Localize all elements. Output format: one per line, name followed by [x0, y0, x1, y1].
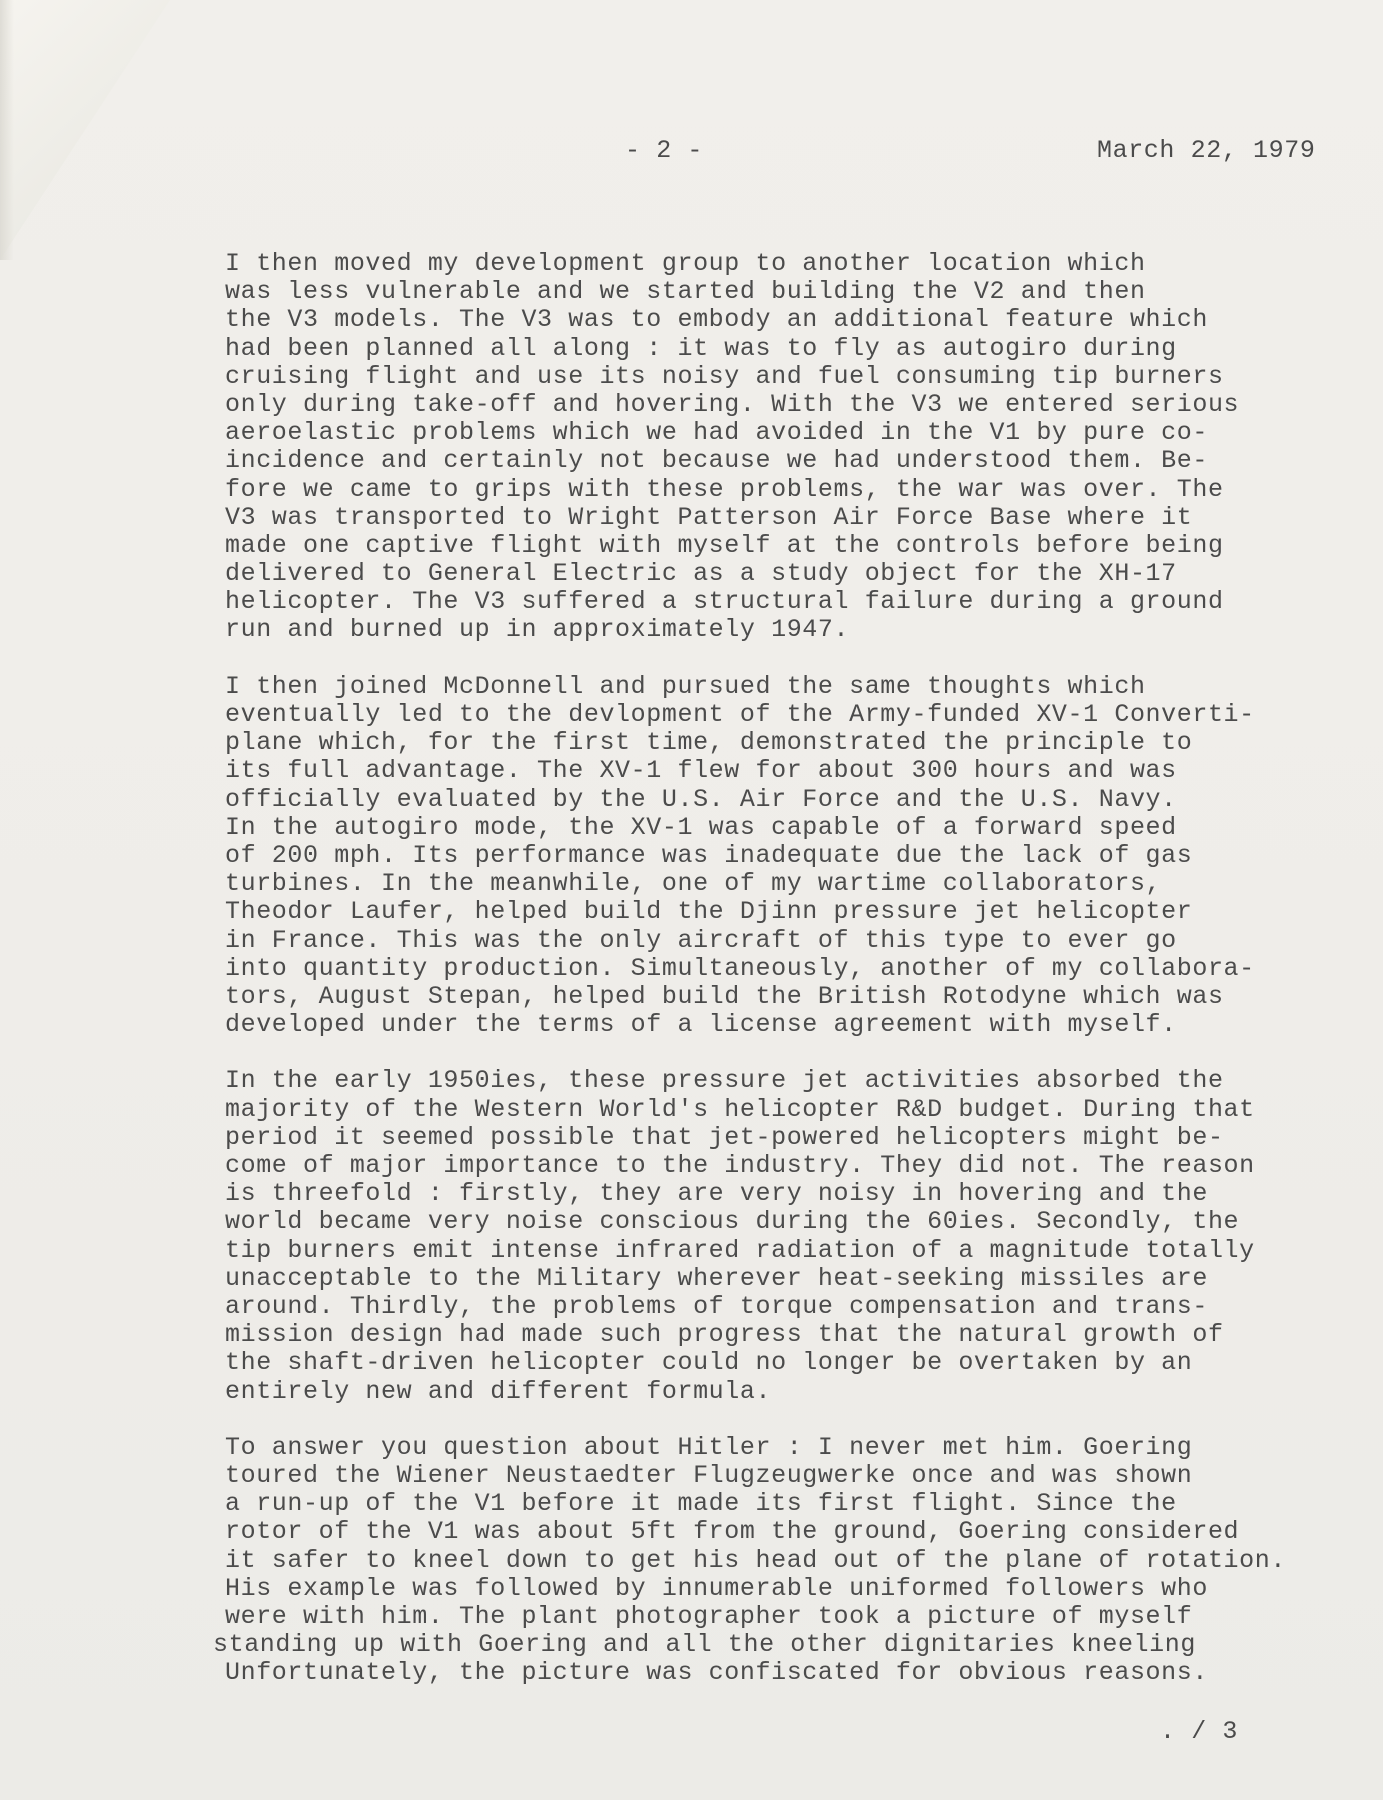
text-line: developed under the terms of a license agreement with myself.: [225, 1010, 1177, 1040]
text-line: run and burned up in approximately 1947.: [225, 615, 850, 645]
page-number: - 2 -: [625, 136, 704, 165]
text-line: in France. This was the only aircraft of this type to ever go: [225, 925, 1177, 955]
text-line: fore we came to grips with these problems, the war was over. The: [225, 474, 1224, 504]
text-line: toured the Wiener Neustaedter Flugzeugwerke once and was shown: [225, 1461, 1193, 1491]
text-line: were with him. The plant photographer took a picture of myself: [225, 1602, 1193, 1631]
text-line: tip burners emit intense infrared radiation of a magnitude totally: [225, 1235, 1255, 1265]
text-line: tors, August Stepan, helped build the British Rotodyne which was: [225, 981, 1224, 1011]
text-line: mission design had made such progress that the natural growth of: [225, 1320, 1224, 1350]
text-line: only during take-off and hovering. With the V3 we entered serious: [225, 389, 1240, 419]
text-line: In the autogiro mode, the XV-1 was capable of a forward speed: [225, 812, 1177, 842]
text-line: Theodor Laufer, helped build the Djinn pressure jet helicopter: [225, 897, 1193, 927]
text-line: majority of the Western World's helicopter R&D budget. During that: [225, 1094, 1255, 1124]
text-line: period it seemed possible that jet-powered helicopters might be-: [225, 1122, 1224, 1152]
text-line: plane which, for the first time, demonstrated the principle to: [225, 728, 1193, 758]
text-line: of 200 mph. Its performance was inadequate due the lack of gas: [225, 840, 1193, 870]
text-line: eventually led to the devlopment of the Army-funded XV-1 Converti-: [225, 700, 1255, 729]
text-line: turbines. In the meanwhile, one of my wartime collaborators,: [225, 869, 1162, 899]
text-line: the shaft-driven helicopter could no longer be overtaken by an: [225, 1348, 1193, 1378]
continuation-marker: . / 3: [1160, 1717, 1239, 1746]
text-line: officially evaluated by the U.S. Air Force and the U.S. Navy.: [225, 784, 1177, 814]
text-line: was less vulnerable and we started building the V2 and then: [225, 277, 1146, 307]
text-line: Unfortunately, the picture was confiscated for obvious reasons.: [225, 1658, 1208, 1688]
paragraph-3: [225, 1067, 1345, 1405]
text-line: His example was followed by innumerable uniformed followers who: [225, 1573, 1208, 1603]
letter-date: March 22, 1979: [1097, 136, 1316, 165]
text-line: it safer to kneel down to get his head out of the plane of rotation.: [225, 1545, 1286, 1575]
text-line: made one captive flight with myself at the controls before being: [225, 530, 1224, 560]
text-line: standing up with Goering and all the other dignitaries kneeling: [213, 1630, 1196, 1660]
text-line: a run-up of the V1 before it made its first flight. Since the: [225, 1489, 1177, 1519]
letter-body: [213, 249, 1345, 1688]
page-corner-fold: [0, 0, 170, 260]
text-line: the V3 models. The V3 was to embody an additional feature which: [225, 305, 1208, 335]
text-line: into quantity production. Simultaneously, another of my collabora-: [225, 953, 1255, 983]
text-line: To answer you question about Hitler : I never met him. Goering: [225, 1432, 1193, 1462]
paragraph-1: [225, 250, 1345, 645]
text-line: come of major importance to the industry. They did not. The reason: [225, 1151, 1255, 1180]
paragraph-4: [213, 1432, 1345, 1688]
paragraph-gap: [225, 645, 1345, 673]
page-edge-shadow: [0, 0, 14, 260]
paragraph-gap: [225, 1406, 1345, 1434]
text-line: V3 was transported to Wright Patterson Air Force Base where it: [225, 502, 1193, 532]
text-line: rotor of the V1 was about 5ft from the ground, Goering considered: [225, 1517, 1240, 1547]
text-line: I then moved my development group to another location which: [225, 249, 1146, 278]
paragraph-gap: [225, 1039, 1345, 1067]
text-line: entirely new and different formula.: [225, 1376, 772, 1406]
text-line: is threefold : firstly, they are very noisy in hovering and the: [225, 1179, 1208, 1209]
text-line: aeroelastic problems which we had avoided in the V1 by pure co-: [225, 418, 1208, 448]
paragraph-2: [225, 673, 1345, 1039]
text-line: In the early 1950ies, these pressure jet activities absorbed the: [225, 1066, 1224, 1096]
text-line: helicopter. The V3 suffered a structural failure during a ground: [225, 587, 1224, 617]
text-line: delivered to General Electric as a study object for the XH-17: [225, 559, 1177, 589]
text-line: around. Thirdly, the problems of torque compensation and trans-: [225, 1291, 1208, 1321]
text-line: had been planned all along : it was to fly as autogiro during: [225, 333, 1177, 363]
text-line: I then joined McDonnell and pursued the same thoughts which: [225, 671, 1146, 701]
text-line: world became very noise conscious during the 60ies. Secondly, the: [225, 1207, 1240, 1237]
text-line: cruising flight and use its noisy and fuel consuming tip burners: [225, 361, 1224, 391]
text-line: unacceptable to the Military wherever heat-seeking missiles are: [225, 1263, 1208, 1293]
text-line: incidence and certainly not because we had understood them. Be-: [225, 446, 1208, 476]
text-line: its full advantage. The XV-1 flew for about 300 hours and was: [225, 756, 1177, 786]
